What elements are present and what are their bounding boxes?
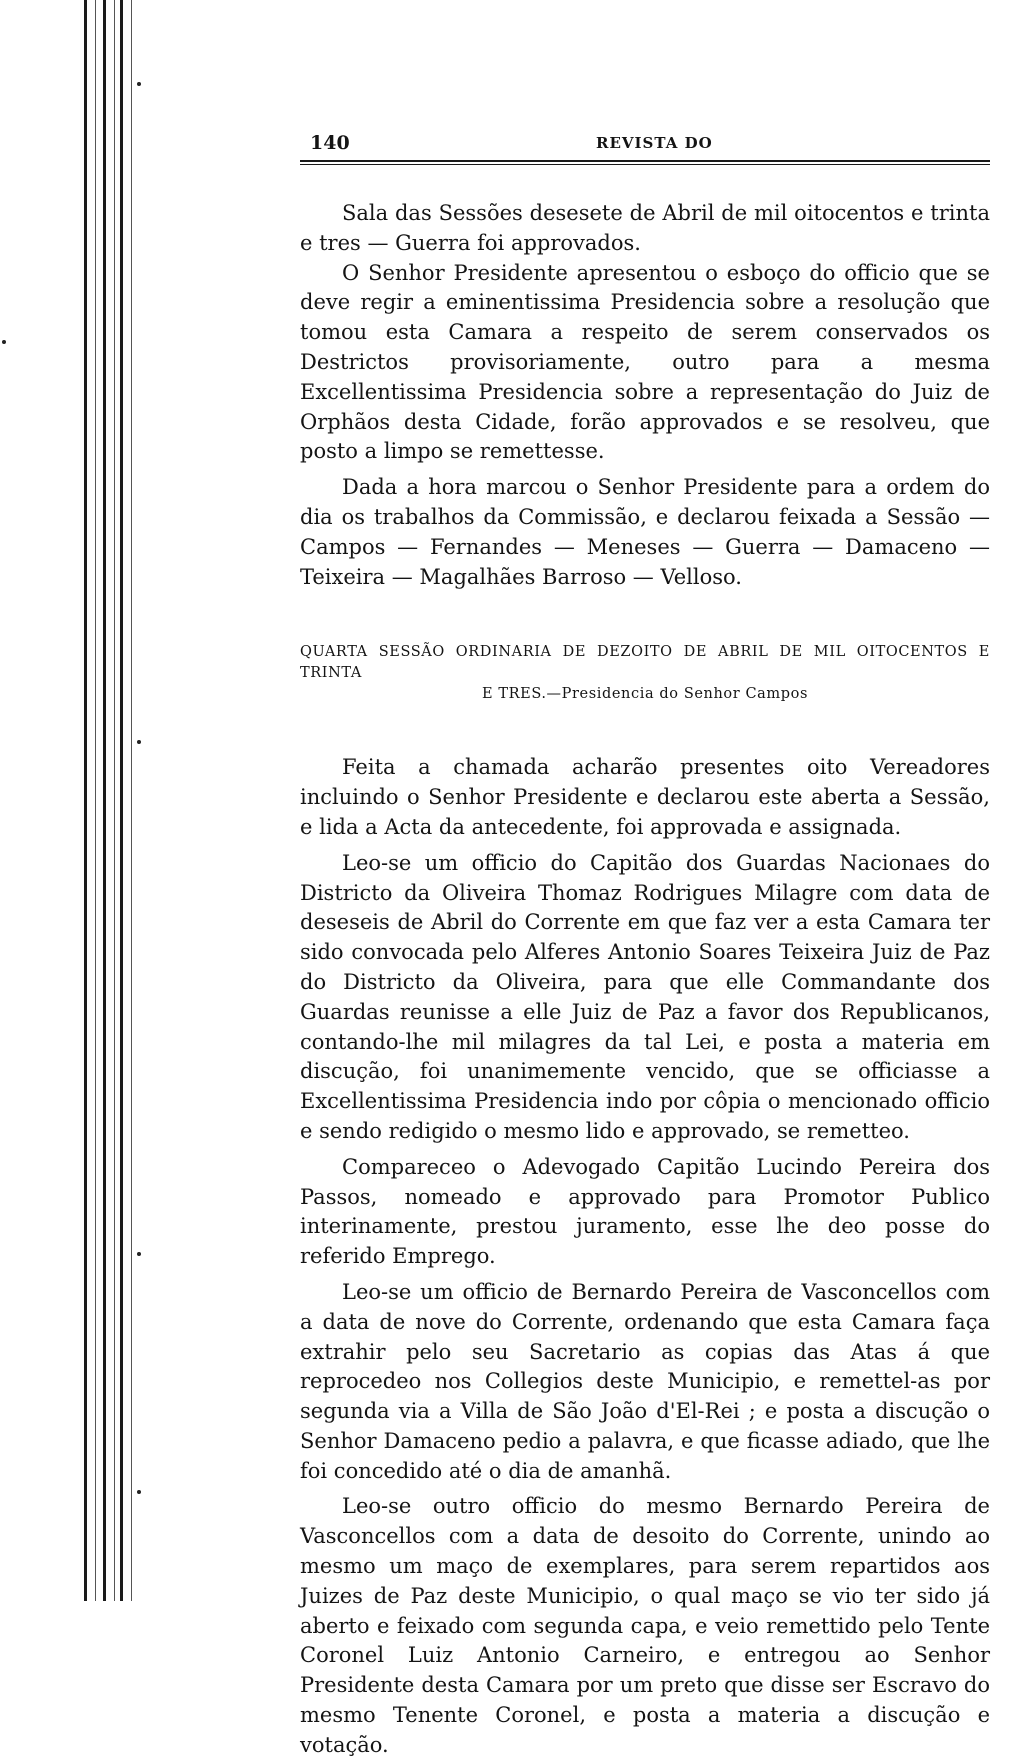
body-text (300, 199, 990, 1761)
binding-line (114, 0, 115, 1601)
session-heading-line: QUARTA SESSÃO ORDINARIA DE DEZOITO DE ABRIL DE MIL OITOCENTOS E TRINTA (300, 644, 990, 682)
page-number: 140 (310, 132, 350, 154)
binding-line (131, 0, 132, 1601)
paragraph: Sala das Sessões desesete de Abril de mil oitocentos e trinta e tres — Guerra foi approvados. (300, 201, 990, 255)
paragraph: Leo-se outro officio do mesmo Bernardo Pereira de Vasconcellos com a data de desoito do Corrente, unindo ao mesmo um maço de exemplares, para serem repartidos aos Juizes de Paz deste Municipio, o qual maço se vio ter sido já aberto e feixado com segunda capa, e veio remettido pelo Tente Coronel Luiz Antonio Carneiro, e entregou ao Senhor Presidente desta Camara por um preto que disse ser Escravo do mesmo Tenente Coronel, e posta a materia a discução e votação. (300, 1494, 990, 1757)
binding-line (103, 0, 106, 1601)
speck (2, 340, 6, 344)
binding-line (84, 0, 87, 1601)
binding-line (95, 0, 96, 1601)
paragraph: Feita a chamada acharão presentes oito Vereadores incluindo o Senhor Presidente e declarou este aberta a Sessão, e lida a Acta da antecedente, foi approvada e assignada. (300, 755, 990, 839)
speck (137, 1252, 141, 1256)
page-gutter (0, 0, 160, 1601)
page-header (300, 128, 990, 156)
session-heading-line: E TRES.—Presidencia do Senhor Campos (481, 686, 809, 703)
binding-line (120, 0, 123, 1601)
speck (137, 740, 141, 744)
speck (137, 82, 141, 86)
paragraph: Compareceo o Adevogado Capitão Lucindo Pereira dos Passos, nomeado e approvado para Promotor Publico interinamente, prestou juramento, esse lhe deo posse do referido Emprego. (300, 1154, 990, 1269)
document-page (300, 128, 990, 1761)
running-head: REVISTA DO (596, 134, 713, 152)
paragraph: Leo-se um officio do Capitão dos Guardas Nacionaes do Districto da Oliveira Thomaz Rodrigues Milagre com data de deseseis de Abril do Corrente em que faz ver a esta Camara ter sido convocada pelo Alferes Antonio Soares Teixeira Juiz de Paz do Districto da Oliveira, para que elle Commandante dos Guardas reunisse a elle Juiz de Paz a favor dos Republicanos, contando-lhe mil milagres da tal Lei, e posta a materia em discução, foi unanimemente vencido, que se officiasse a Excellentissima Presidencia indo por côpia o mencionado officio e sendo redigido o mesmo lido e approvado, se remetteo. (300, 850, 990, 1143)
paragraph: Dada a hora marcou o Senhor Presidente para a ordem do dia os trabalhos da Commissão, e declarou feixada a Sessão — Campos — Fernandes — Meneses — Guerra — Damaceno — Teixeira — Magalhães Barroso — Velloso. (300, 475, 990, 589)
header-rule (300, 160, 990, 165)
paragraph: Leo-se um officio de Bernardo Pereira de Vasconcellos com a data de nove do Corrente, ordenando que esta Camara faça extrahir pelo seu Sacretario as copias das Atas á que reprocedeo nos Collegios deste Municipio, e remettel-as por segunda via a Villa de São João d'El-Rei ; e posta a discução o Senhor Damaceno pedio a palavra, e que ficasse adiado, que lhe foi concedido até o dia de amanhã. (300, 1279, 990, 1483)
speck (137, 1490, 141, 1494)
session-heading (300, 642, 990, 705)
paragraph: O Senhor Presidente apresentou o esboço do officio que se deve regir a eminentissima Presidencia sobre a resolução que tomou esta Camara a respeito de serem conservados os Destrictos provisoriamente, outro para a mesma Excellentissima Presidencia sobre a representação do Juiz de Orphãos desta Cidade, forão approvados e se resolveu, que posto a limpo se remettesse. (300, 260, 990, 464)
